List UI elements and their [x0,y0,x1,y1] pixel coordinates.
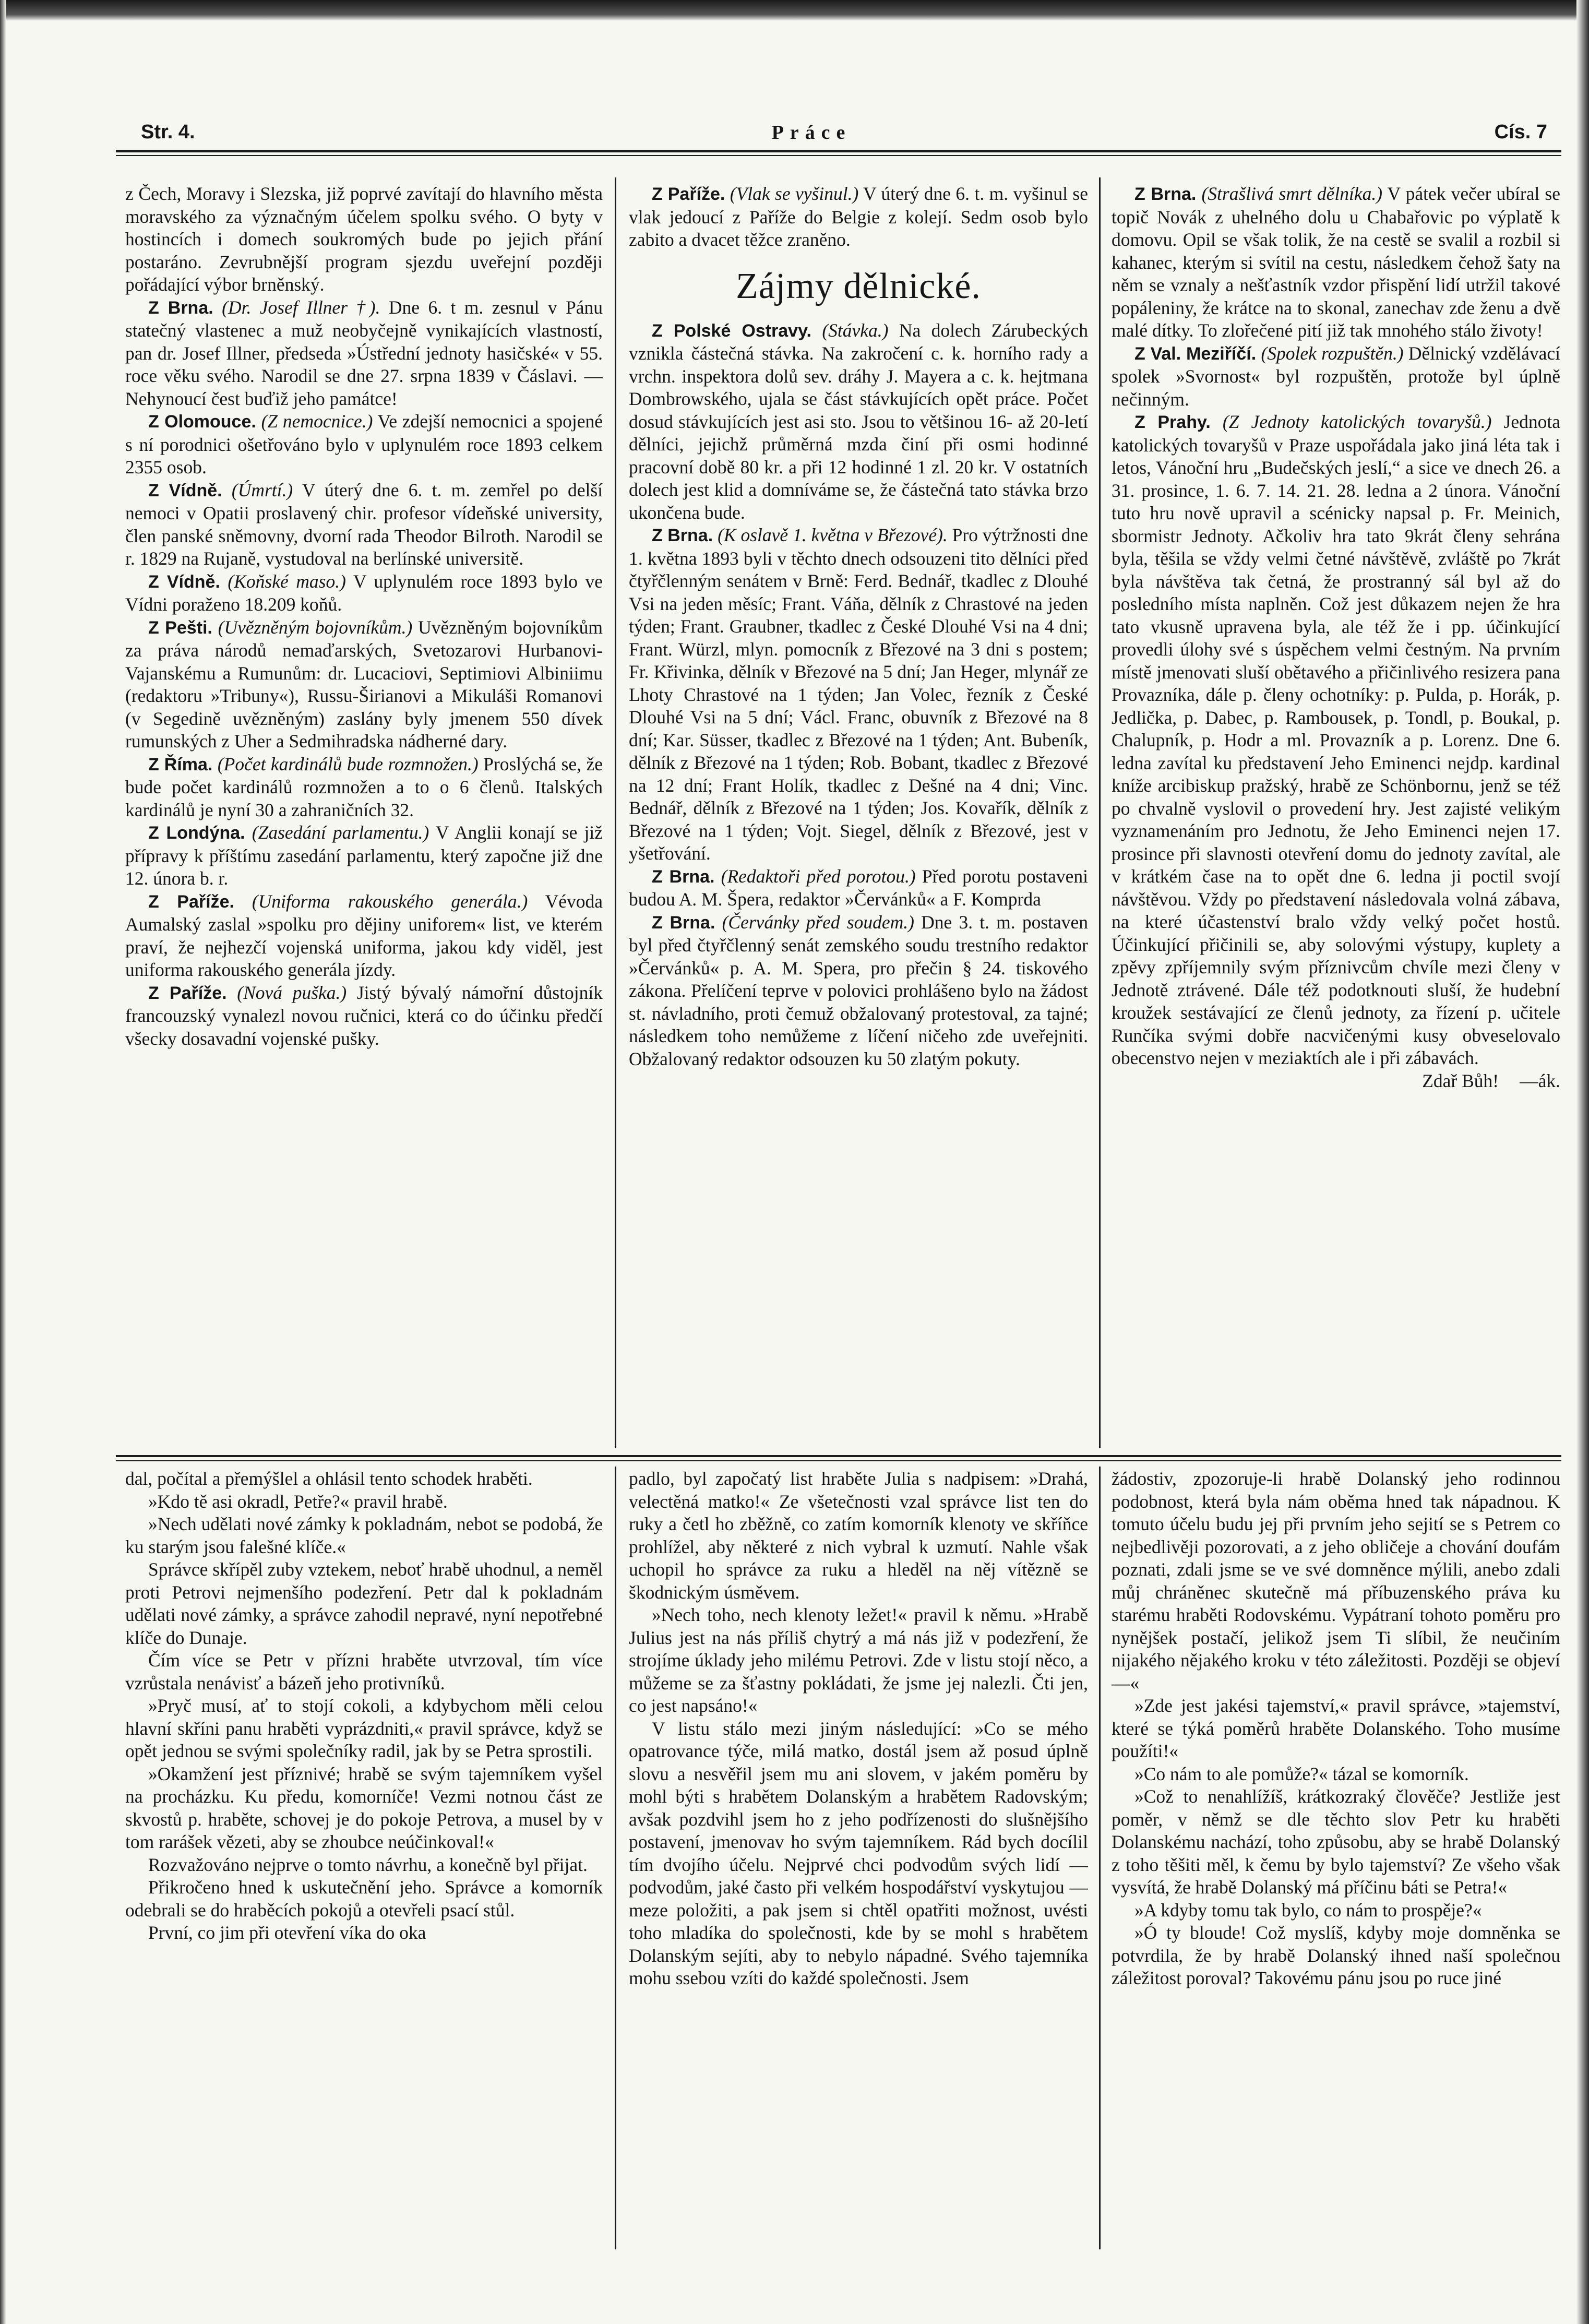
story-paragraph: padlo, byl započatý list hraběte Julia s nadpisem: »Drahá, velectěná matko!« Ze všetečnosti vzal správce list ten do ruky a četl ho zběžně, co zatím komorník klenoty ve skříňce prohlížel, aby některé z nich vybral k uzmutí. Nahle však uchopil ho správce za ruku a hleděl na něj vítězně se škodnickým úsměvem. [629,1468,1088,1603]
story-paragraph: »Okamžení jest příznivé; hrabě se svým tajemníkem vyšel na procházku. Ku předu, komorníče! Vezmi notnou část ze skvostů p. hraběte, schovej je do pokoje Petrova, a musel by v tom rarášek vězeti, aby se zhoubce neúčinkoval!« [125,1763,603,1852]
story-column-3 [1112,1468,1560,2245]
news-column-1 [125,183,603,1448]
story-paragraph: Přikročeno hned k uskutečnění jeho. Správce a komorník odebrali se do hraběcích pokojů a otevřeli psací stůl. [125,1877,603,1921]
news-item: Z Val. Meziříčí. (Spolek rozpuštěn.) Dělnický vzdělávací spolek »Svornost« byl rozpuštěn, protože byl úplně nečinným. [1112,342,1560,410]
news-paragraph: z Čech, Moravy i Slezska, již poprvé zavítají do hlavního města moravského za význačným účelem spolku svého. O byty v hostincích i domech soukromých bude po jejich přání postaráno. Zevrubnější program sjezdu uveřejní později pořádající výbor brněnský. [125,183,603,295]
column-divider [1099,177,1101,1448]
issue-number: Cís. 7 [1494,121,1547,143]
scan-edge-left [0,0,6,2324]
story-paragraph: Čím více se Petr v přízni hraběte utvrzoval, tím více vzrůstala nenávisť a bázeň jeho protivníků. [125,1650,603,1694]
news-item: Z Vídně. (Úmrtí.) V úterý dne 6. t. m. zemřel po delší nemoci v Opatii proslavený chir. profesor vídeňské university, člen panské sněmovny, dvorní rada Theodor Bilroth. Narodil se r. 1829 na Rujaně, vystudoval na berlínské universitě. [125,479,603,569]
story-paragraph: »Nech udělati nové zámky k pokladnám, nebot se podobá, že ku starým jsou falešné klíče.« [125,1513,603,1557]
column-divider [615,1467,616,2249]
news-item: Z Polské Ostravy. (Stávka.) Na dolech Zárubeckých vznikla částečná stávka. Na zakročení c. k. horního rady a vrchn. inspektora dolů sev. dráhy J. Mayera a c. k. hejtmana Dombrowského, ujala se část stávkujících opět práce. Počet dosud stávkujících jest asi sto. Jsou to většinou 16- až 20-letí dělníci, jejichž průměrná mzda činí při osmi hodinné pracovní době 80 kr. a při 12 hodinné 1 zl. 20 kr. V ostatních dolech jest klid a domníváme se, že částečná tato stávka brzo ukončena bude. [629,319,1088,523]
news-item: Z Brna. (Červánky před soudem.) Dne 3. t. m. postaven byl před čtyřčlenný senát zemského soudu trestního redaktor »Červánků« p. A. M. Spera, pro přečin § 24. tiskového zákona. Přelíčení teprve v polovici prohlášeno bylo na žádost st. návladního, proti čemuž obžalovaný protestoval, za tajné; následkem toho nemůžeme z líčení ničeho zde uveřejniti. Obžalovaný redaktor odsouzen ku 50 zlatým pokuty. [629,911,1088,1069]
story-paragraph: Rozvažováno nejprve o tomto návrhu, a konečně byl přijat. [148,1854,588,1875]
story-column-1 [125,1468,603,2245]
story-paragraph: »Což to nenahlížíš, krátkozraký člověče? Jestliže jest poměr, v němž se dle těchto slov Petr ku hraběti Dolanskému nachází, toho způsobu, aby se hrabě Dolanský z toho těšiti měl, k čemu by bylo tajemství? Ze všeho však vysvítá, že hrabě Dolanský má příčinu báti se Petra!« [1112,1786,1560,1898]
news-item: Z Paříže. (Nová puška.) Jistý bývalý námořní důstojník francouzský vynalezl novou ručnici, která co do účinku předčí všecky dosavadní vojenské pušky. [125,982,603,1049]
news-item: Z Prahy. (Z Jednoty katolických tovaryšů.) Jednota katolických tovaryšů v Praze uspořádala jako jiná léta tak i letos, Vánoční hru „Budečských jeslí,“ a sice ve dnech 26. a 31. prosince, 1. 6. 7. 14. 21. 28. ledna a 2 února. Vánoční tuto hru nově upravil a scénicky napsal p. Fr. Meinich, sbormistr Jednoty. Ačkoliv hra tato 9krát členy sehrána byla, těšila se vždy velmi četné návštěvě, zvláště po 7krát byla návštěva tak četná, že prostranný sál byl až do posledního místa naplněn. Což jest důkazem nejen že hra tato vkusně upravena byla, ale též že i pp. účinkující provedli úlohy své s úspěchem velmi čestným. Na prvním místě jmenovati sluší obětavého a přičinlivého resizera pana Provazníka, dále p. členy ochotníky: p. Pulda, p. Horák, p. Jedlička, p. Dabec, p. Rambousek, p. Tondl, p. Boukal, p. Chalupník, p. Hodr a ml. Provazník a p. Lorenz. Dne 6. ledna zavítal ku představení Jeho Eminenci nejdp. kardinal kníže arcibiskup pražský, hrabě ze Schönbornu, jenž se též po chvalně vyslovil o provedení hry. Jest zajisté velikým vyznamenáním pro Jednotu, že Jeho Eminenci nejen 17. prosince při slavnosti otevření domu do jednoty zavítal, ale v krátkém čase na to opět dne 6. ledna ji poctil svojí návštěvou. Vždy po představení následovala volná zábava, na které účastenství bralo vždy velký počet hostů. Účinkující přičinili se, aby solovými výstupy, kuplety a zpěvy zpříjemnily svým příznivcům chvíle mezi členy v Jednotě ztrávené. Dále též podotknouti sluší, že hudební kroužek sestávající ze členů jednoty, za řízení p. učitele Runčíka svými dobře nacvičenými kusy obveselovalo obecenstvo nejen v meziaktích ale i při zábavách. [1112,411,1560,1068]
news-item: Z Pešti. (Uvězněným bojovníkům.) Uvězněným bojovníkům za práva národů nemaďarských, Svetozarovi Hurbanovi-Vajanskému a Rumunům: dr. Lucaciovi, Septimiovi Albiniimu (redaktoru »Tribuny«), Russu-Širianovi a Mikuláši Romanovi (v Segedině uvězněným) zaslány byly jmenem 550 dívek rumunských z Uher a Sedmihradska nádherné dary. [125,616,603,752]
story-paragraph: žádostiv, zpozoruje-li hrabě Dolanský jeho rodinnou podobnost, která byla nám oběma hned tak nápadnou. K tomuto účelu budu jej při prvním jeho sejití se s Petrem co nejbedlivěji pozorovati, a z jeho obličeje a chování doufám poznati, zdali jsme se ve své domněnce mýlili, anebo zdali můj chráněnec skutečně má příbuzenského práva ku starému hraběti Rodovskému. Vypátraní tohoto poměru pro nynějšek postačí, jelikož jsem Ti slíbil, že neučiním nijakého nějakého kroku v této záležitosti. Později se objeví—« [1112,1468,1560,1694]
story-paragraph: »Ó ty bloude! Což myslíš, kdyby moje domněnka se potvrdila, že by hrabě Dolanský ihned naší společnou záležitost poroval? Takovému pánu jsou po ruce jiné [1112,1922,1560,1988]
story-paragraph: »Co nám to ale pomůže?« tázal se komorník. [1134,1763,1469,1784]
news-item: Z Říma. (Počet kardinálů bude rozmnožen.) Proslýchá se, že bude počet kardinálů rozmnožen a to o 6 členů. Italských kardinálů je nyní 30 a zahraničních 32. [125,753,603,820]
news-item: Z Brna. (Dr. Josef Illner †). Dne 6. t m. zesnul v Pánu statečný vlastenec a muž neobyčejně vynikajících vlastností, pan dr. Josef Illner, předseda »Ústřední jednoty hasičské« v 55. roce věku svého. Narodil se dne 27. srpna 1839 v Čáslavi. — Nehynoucí čest buďiž jeho památce! [125,296,603,409]
story-paragraph: V listu stálo mezi jiným následující: »Co se mého opatrovance týče, milá matko, dostál jsem až posud úplně slovu a nesvěřil jsem mu ani slovem, v jakém poměru by mohl býti s hrabětem Dolanským a hrabětem Radovským; avšak pozdvihl jsem ho z jeho podřízenosti do slušnějšího postavení, jmenovav ho svým tajemníkem. Rád bych docílil tím dvojího účelu. Nejprvé chci podvodům svých lidí — podvodům, jaké často při velkém hospodářství vyskytujou — meze položiti, a pak jsem si chtěl opatřiti možnost, uvésti toho mladíka do společnosti, kde by se mohl s hrabětem Dolanským sejíti, aby to nebylo nápadné. Svého tajemníka mohu ssebou vzíti do každé společnosti. Jsem [629,1718,1088,1988]
column-divider [615,177,616,1448]
header-rule [116,150,1561,152]
news-item: Z Brna. (Redaktoři před porotou.) Před porotu postaveni budou A. M. Špera, redaktor »Červánků« a F. Komprda [629,865,1088,910]
story-paragraph: »Kdo tě asi okradl, Petře?« pravil hrabě. [148,1491,448,1512]
column-divider [1099,1467,1101,2249]
news-item: Z Olomouce. (Z nemocnice.) Ve zdejší nemocnici a spojené s ní porodnici ošetřováno bylo v uplynulém roce 1893 celkem 2355 osob. [125,411,603,478]
scan-edge-top [0,0,1589,21]
section-rule [116,1455,1561,1457]
scan-edge-right [1576,0,1589,2324]
story-paragraph: Správce skřípěl zuby vztekem, neboť hrabě uhodnul, a neměl proti Petrovi nejmenšího podezření. Petr dal k pokladnám udělati nové zámky, a správce zahodil nepravé, nyní nepotřebné klíče do Dunaje. [125,1559,603,1648]
news-column-2 [629,183,1088,1448]
news-item: Z Brna. (K oslavě 1. května v Březové). Pro výtržnosti dne 1. května 1893 byli v těchto dnech odsouzeni tito dělníci před čtyřčlenným senátem v Brně: Ferd. Bednář, tkadlec z Dlouhé Vsi na jeden měsíc; Frant. Váňa, dělník z Chrastové na jeden týden; Frant. Graubner, tkadlec z České Dlouhé Vsi na 4 dni; Frant. Würzl, mlyn. pomocník z Březové na 3 dni s postem; Fr. Křivinka, dělník v Březové na 5 dní; Jan Heger, mlynář ze Lhoty Chrastové na 1 týden; Jan Volec, řezník z České Dlouhé Vsi na 5 dní; Václ. Franc, obuvník z Březové na 8 dní; Kar. Süsser, tkadlec z Březové na 1 týden; Ant. Bubeník, dělník z Březové na 1 týden; Rob. Bobant, tkadlec z Březové na 12 dní; Frant Holík, tkadlec z Dešné na 4 dni; Vinc. Bednář, dělník z Březové na 1 týden; Jos. Kovařík, dělník z Březové na 1 týden; Vojt. Siegel, dělník z Březové, jest v yšetřování. [629,525,1088,864]
section-rule-thin [116,1460,1561,1461]
story-paragraph: dal, počítal a přemýšlel a ohlásil tento schodek hraběti. [125,1468,533,1489]
news-item: Z Londýna. (Zasedání parlamentu.) V Anglii konají se již přípravy k příštímu zasedání parlamentu, který započne již dne 12. února b. r. [125,822,603,889]
story-paragraph: První, co jim při otevření víka do oka [148,1922,426,1943]
page-number: Str. 4. [141,121,195,143]
news-item: Z Paříže. (Vlak se vyšinul.) V úterý dne 6. t. m. vyšinul se vlak jedoucí z Paříže do Belgie z kolejí. Sedm osob bylo zabito a dvacet těžce zraněno. [629,183,1088,250]
signature-author: —ák. [1520,1070,1560,1091]
story-paragraph: »A kdyby tomu tak bylo, co nám to prospěje?« [1134,1899,1482,1921]
news-item: Z Brna. (Strašlivá smrt dělníka.) V pátek večer ubíral se topič Novák z uhelného dolu u Chabařovic po výplatě k domovu. Opil se však tolik, že na cestě se svalil a rozbil si kahanec, kterým si svítil na cestu, následkem čehož šaty na něm se vznaly a nešťastník vzdor přispění lidí utržil takové popáleniny, že krátce na to skonal, zanechav zde ženu a dvě malé dítky. To zlořečené pití již tak mnohého stálo životy! [1112,183,1560,341]
story-column-2 [629,1468,1088,2245]
signature-greeting: Zdař Bůh! [1422,1070,1499,1091]
header-rule-thin [116,155,1561,156]
story-paragraph: »Pryč musí, ať to stojí cokoli, a kdybychom měli celou hlavní skříni panu hraběti vyprázdniti,« pravil správce, když se opět jednou se svými společníky radil, jak by se Petra sprostili. [125,1695,603,1761]
news-column-3 [1112,183,1560,1448]
newspaper-title: Práce [771,122,852,144]
news-item: Z Paříže. (Uniforma rakouského generála.) Vévoda Aumalský zaslal »spolku pro dějiny uniforem« list, ve kterém praví, že nejhezčí vojenská uniforma, jakou kdy viděl, jest uniforma rakouského generála jízdy. [125,890,603,980]
story-paragraph: »Zde jest jakési tajemství,« pravil správce, »tajemství, které se týká poměrů hraběte Dolanského. Toho musíme použíti!« [1112,1695,1560,1761]
section-heading: Zájmy dělnické. [736,266,981,306]
news-item: Z Vídně. (Koňské maso.) V uplynulém roce 1893 bylo ve Vídni poraženo 18.209 koňů. [125,570,603,615]
signature-line [1112,1070,1560,1093]
story-paragraph: »Nech toho, nech klenoty ležet!« pravil k němu. »Hrabě Julius jest na nás příliš chytrý a má nás již v podezření, že strojíme úklady jeho milému Petrovi. Zde v listu stojí něco, a můžeme se za šťastny pokládati, že jsme jej nalezli. Čti jen, co jest napsáno!« [629,1604,1088,1716]
